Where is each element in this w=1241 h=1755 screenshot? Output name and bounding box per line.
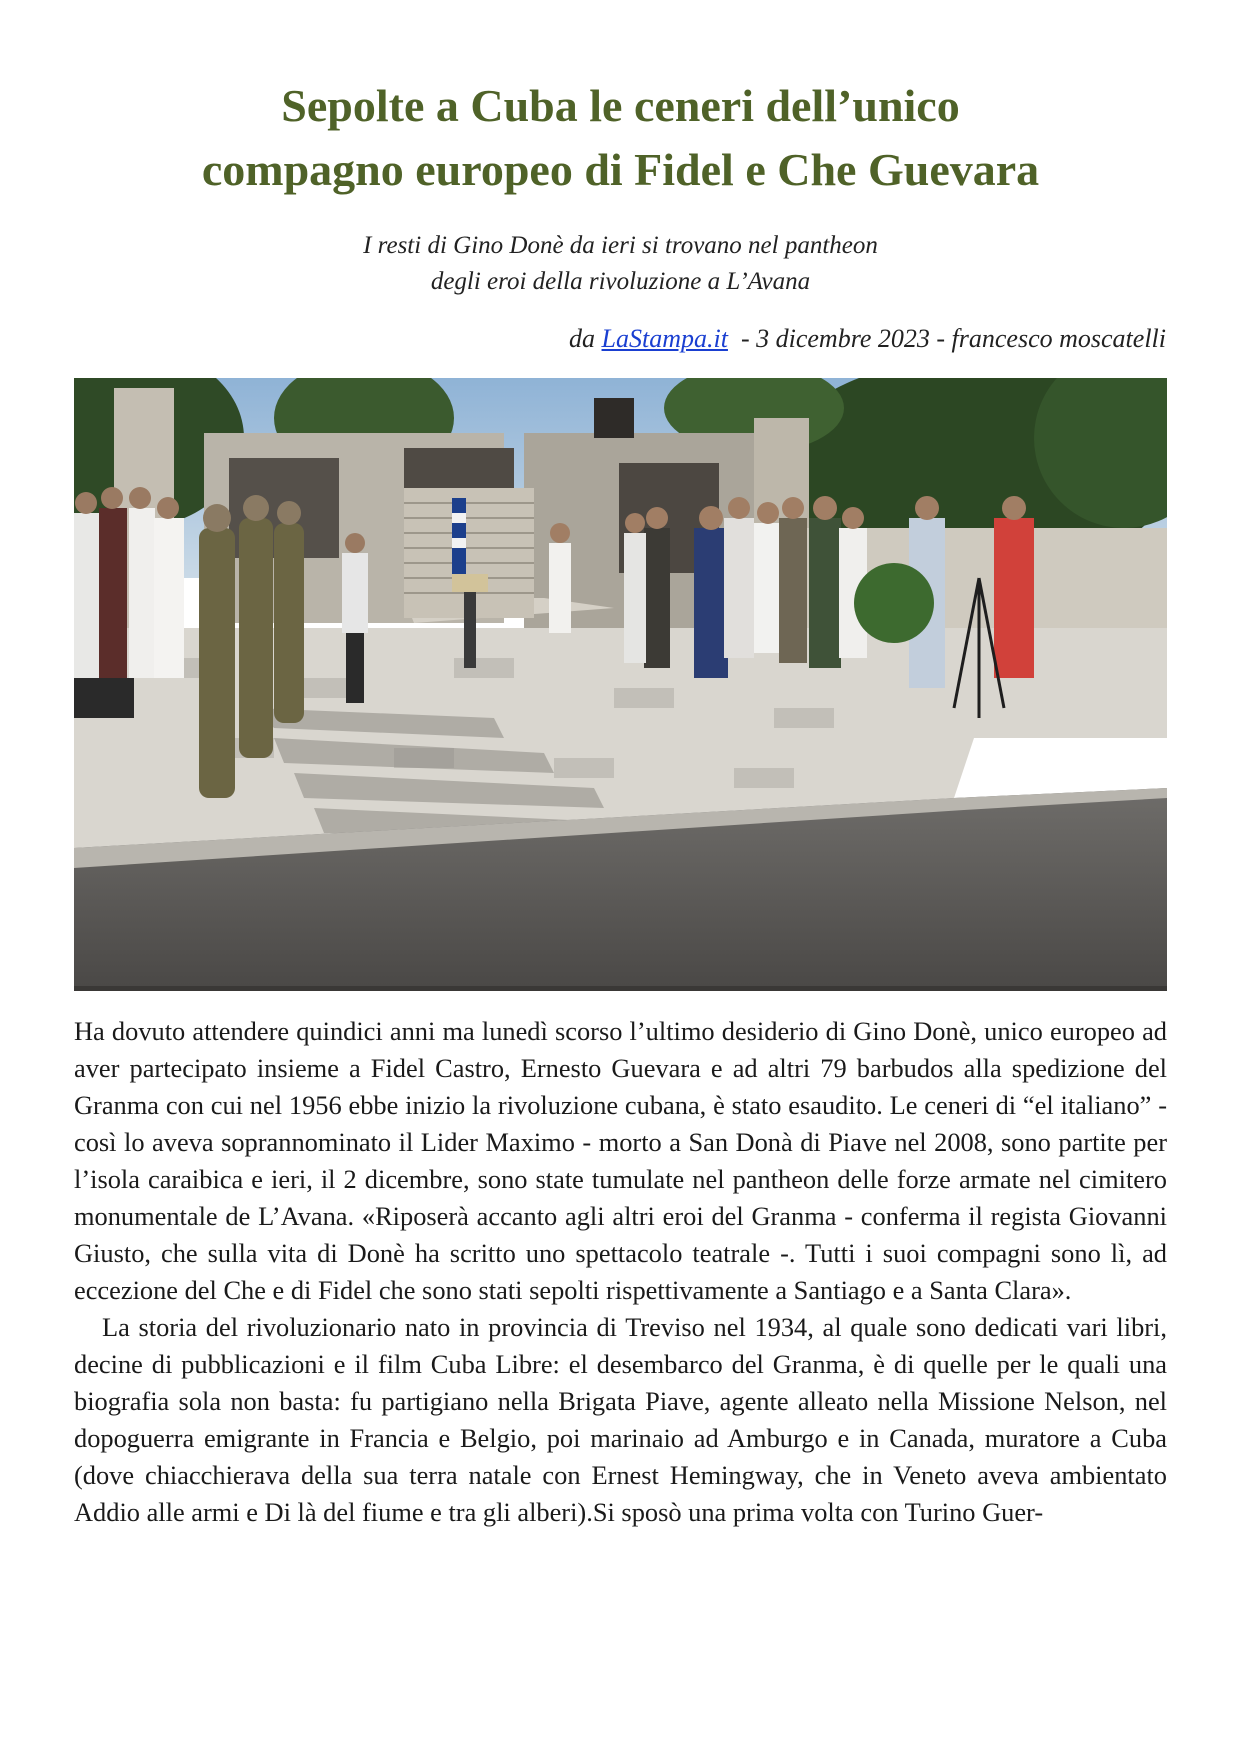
byline-date-author: - 3 dicembre 2023 - francesco moscatelli [727,324,1166,353]
article-subtitle-line-1: I resti di Gino Donè da ieri si trovano nel pantheon [363,232,878,259]
article-title-line-1: Sepolte a Cuba le ceneri dell’unico [281,80,960,131]
paragraph-1: Ha dovuto attendere quindici anni ma lunedì scorso l’ultimo desiderio di Gino Donè, unico europeo ad aver partecipato insieme a Fidel Castro, Ernesto Guevara e ad altri 79 barbudos alla spedizione del Granma con cui nel 1956 ebbe inizio la rivoluzione cubana, è stato esaudito. Le ceneri di “el italiano” - così lo aveva soprannominato il Lider Maximo - morto a San Donà di Piave nel 2008, sono partite per l’isola caraibica e ieri, il 2 dicembre, sono state tumulate nel pantheon delle forze armate nel cimitero monumentale de L’Avana. «Riposerà accanto agli altri eroi del Granma - conferma il regista Giovanni Giusto, che sulla vita di Donè ha scritto uno spettacolo teatrale -. Tutti i suoi compagni sono lì, ad eccezione del Che e di Fidel che sono stati sepolti rispettivamente a Santiago e a Santa Clara». [74,1016,1167,1305]
source-link[interactable]: LaStampa.it [601,324,728,353]
article-title-line-2: compagno europeo di Fidel e Che Guevara [201,144,1040,195]
byline [569,322,1166,356]
article-body [74,1013,1167,1531]
paragraph-2: La storia del rivoluzionario nato in provincia di Treviso nel 1934, al quale sono dedicati vari libri, decine di pubblicazioni e il film Cuba Libre: el desembarco del Granma, è di quelle per le quali una biografia sola non basta: fu partigiano nella Brigata Piave, agente alleato nella Missione Nelson, nel dopoguerra emigrante in Francia e Belgio, poi marinaio ad Amburgo e in Canada, muratore a Cuba (dove chiacchierava della sua terra natale con Ernest Hemingway, che in Veneto aveva ambientato Addio alle armi e Di là del fiume e tra gli alberi).Si sposò una prima volta con Turino Guer- [74,1312,1167,1527]
ceremony-photo [74,378,1167,991]
byline-prefix: da [569,324,602,353]
article-subtitle-line-2: degli eroi della rivoluzione a L’Avana [430,268,811,295]
